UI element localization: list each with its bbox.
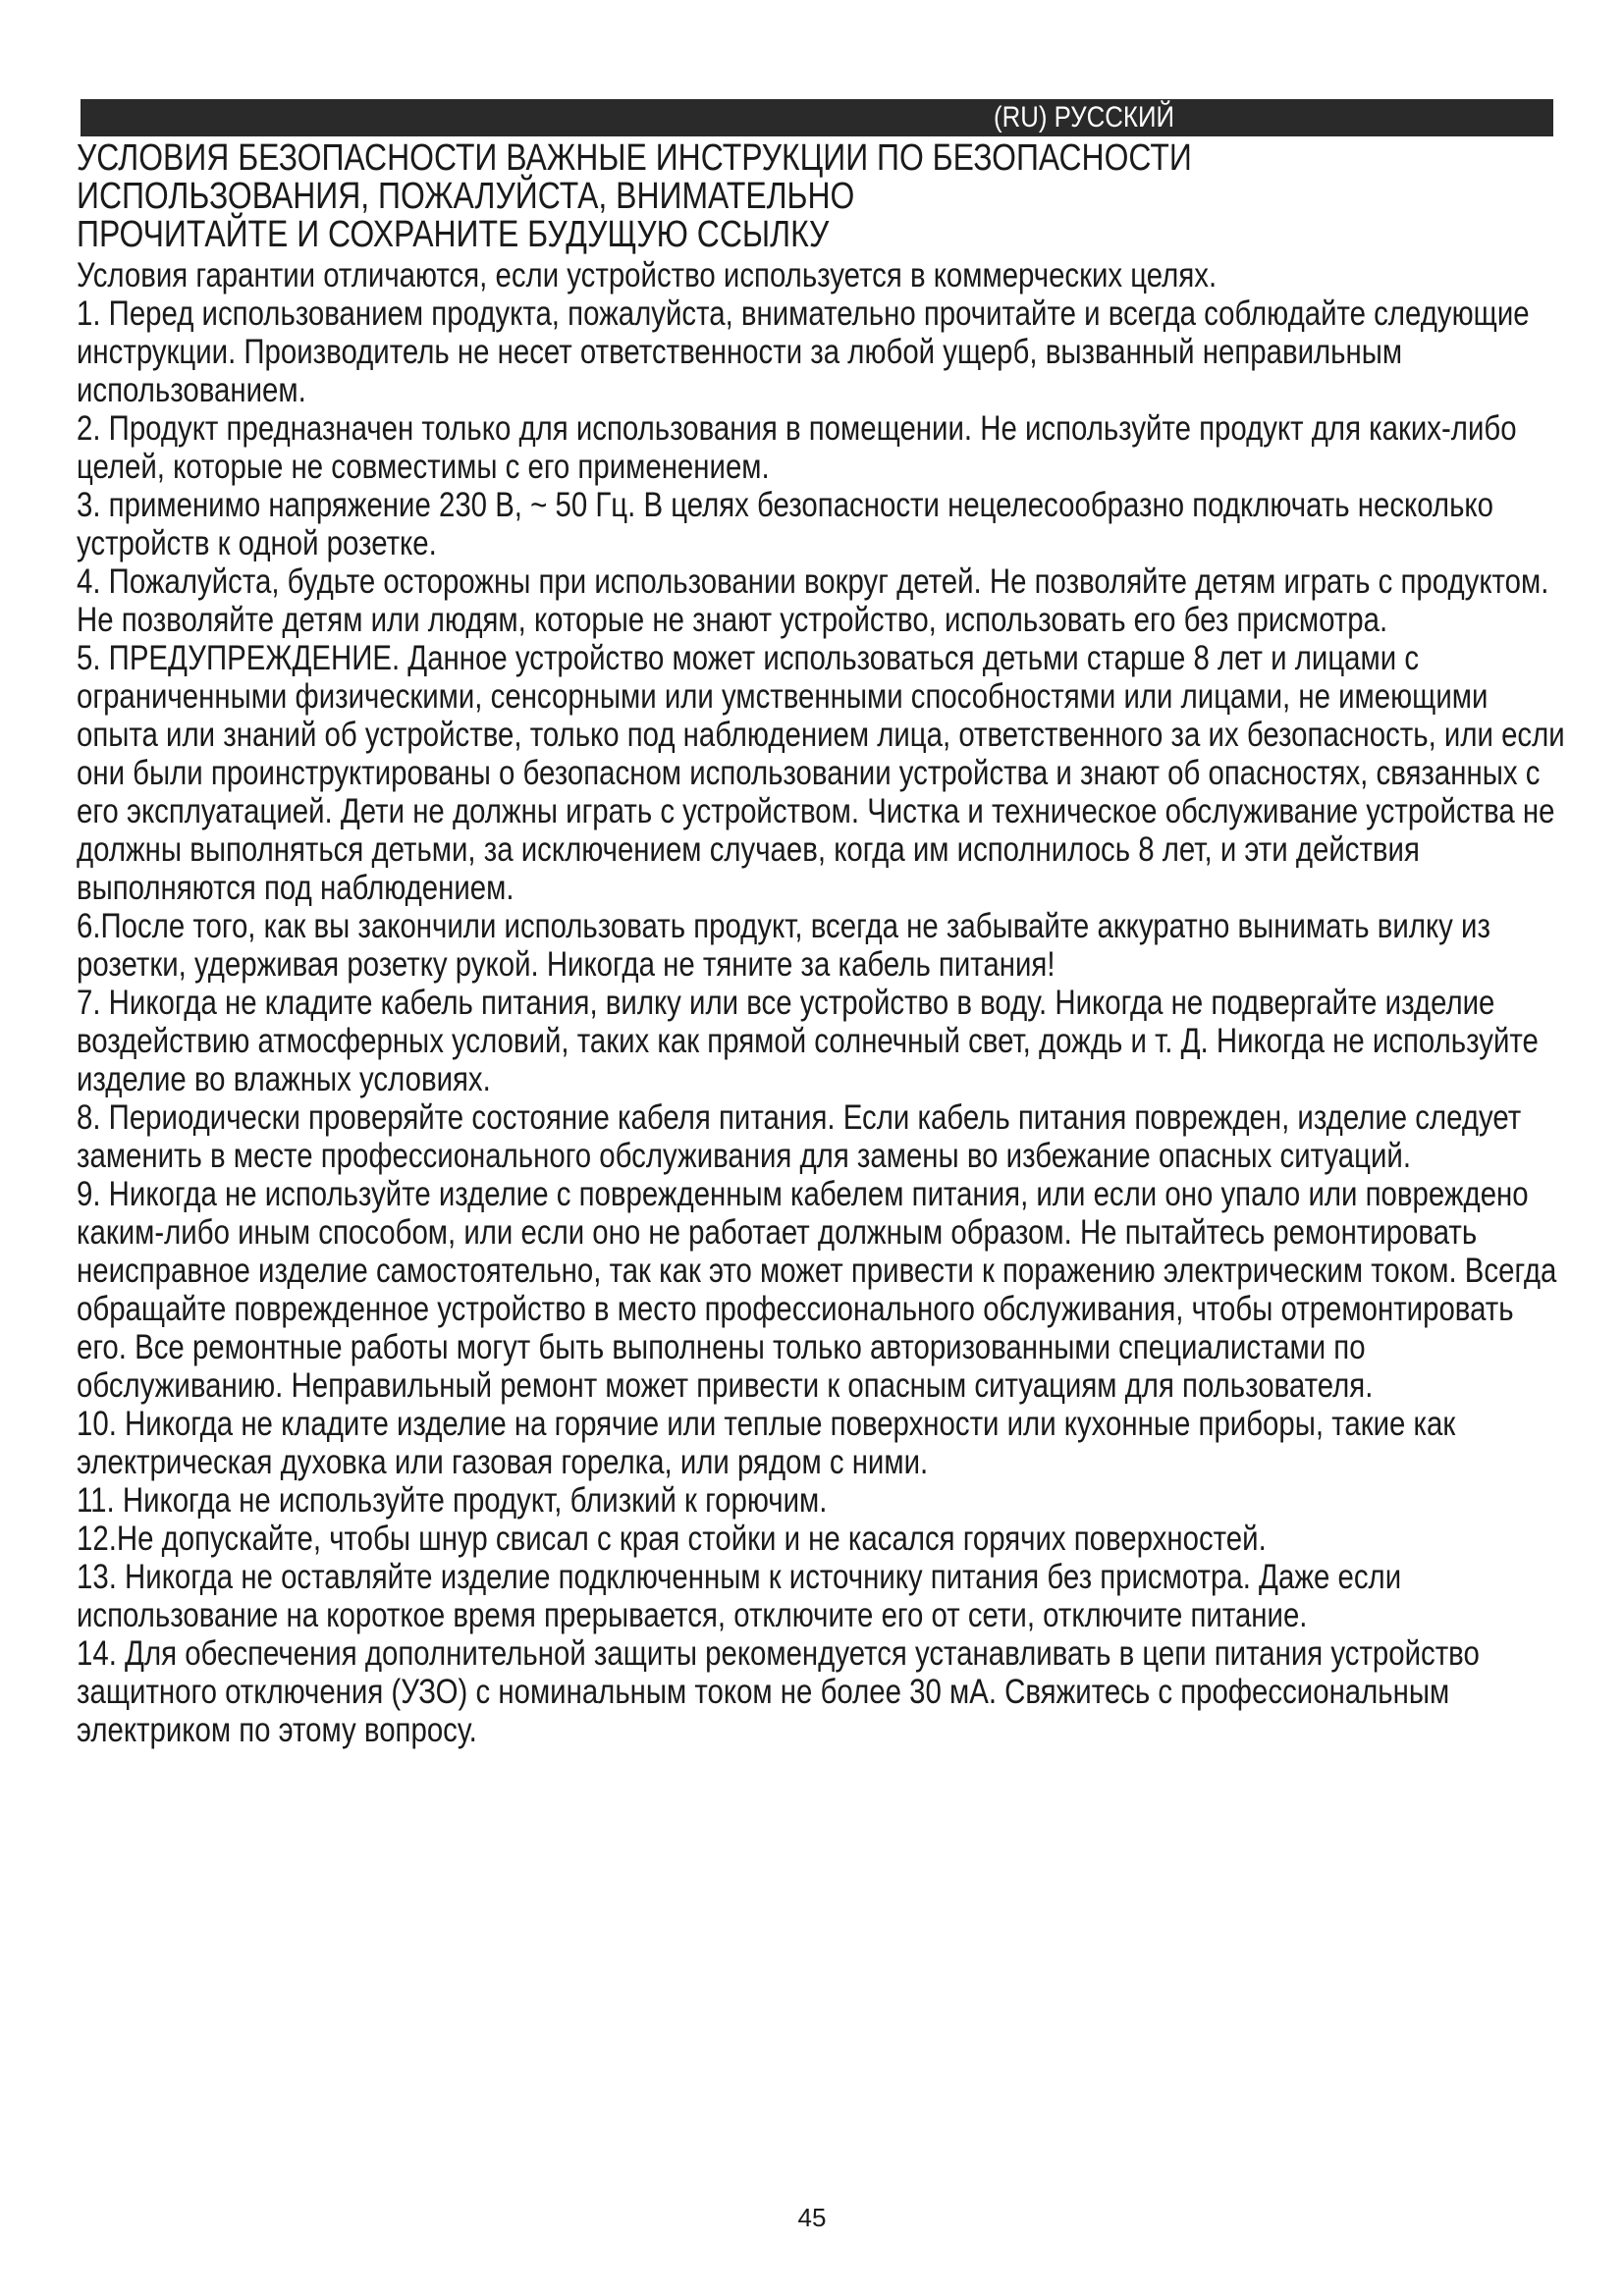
document-title	[77, 139, 1568, 254]
title-line: ПРОЧИТАЙТЕ И СОХРАНИТЕ БУДУЩУЮ ССЫЛКУ	[77, 214, 830, 255]
instruction-7: 7. Никогда не кладите кабель питания, вилку или все устройство в воду. Никогда не подвергайте изделие воздействию атмосферных условий, таких как прямой солнечный свет, дождь и т. Д. Никогда не используйте изделие во влажных условиях.	[77, 984, 1539, 1098]
document-content	[77, 139, 1568, 1749]
instruction-3: 3. применимо напряжение 230 В, ~ 50 Гц. В целях безопасности нецелесообразно подключать несколько устройств к одной розетке.	[77, 486, 1493, 562]
language-label: (RU) РУССКИЙ	[994, 101, 1175, 133]
instruction-8: 8. Периодически проверяйте состояние кабеля питания. Если кабель питания поврежден, изделие следует заменить в месте профессионального обслуживания для замены во избежание опасных ситуаций.	[77, 1098, 1522, 1175]
instruction-1: 1. Перед использованием продукта, пожалуйста, внимательно прочитайте и всегда соблюдайте следующие инструкции. Производитель не несет ответственности за любой ущерб, вызванный неправильным использованием.	[77, 294, 1530, 409]
instruction-11: 11. Никогда не используйте продукт, близкий к горючим.	[77, 1481, 828, 1520]
warranty-note: Условия гарантии отличаются, если устройство используется в коммерческих целях.	[77, 256, 1218, 294]
language-header-bar	[81, 99, 1553, 136]
instruction-4: 4. Пожалуйста, будьте осторожны при использовании вокруг детей. Не позволяйте детям играть с продуктом. Не позволяйте детям или людям, которые не знают устройство, использовать его без присмотра.	[77, 562, 1549, 639]
instruction-10: 10. Никогда не кладите изделие на горячие или теплые поверхности или кухонные приборы, такие как электрическая духовка или газовая горелка, или рядом с ними.	[77, 1405, 1456, 1481]
safety-instructions	[77, 256, 1568, 1749]
page-number: 45	[797, 2203, 827, 2232]
title-line: УСЛОВИЯ БЕЗОПАСНОСТИ ВАЖНЫЕ ИНСТРУКЦИИ ПО БЕЗОПАСНОСТИ	[77, 137, 1192, 179]
instruction-13: 13. Никогда не оставляйте изделие подключенным к источнику питания без присмотра. Даже если использование на короткое время прерывается, отключите его от сети, отключите питание.	[77, 1558, 1402, 1634]
title-line: ИСПОЛЬЗОВАНИЯ, ПОЖАЛУЙСТА, ВНИМАТЕЛЬНО	[77, 176, 855, 217]
instruction-6: 6.После того, как вы закончили использовать продукт, всегда не забывайте аккуратно вынимать вилку из розетки, удерживая розетку рукой. Никогда не тяните за кабель питания!	[77, 907, 1490, 984]
instruction-14: 14. Для обеспечения дополнительной защиты рекомендуется устанавливать в цепи питания устройство защитного отключения (УЗО) с номинальным током не более 30 мА. Свяжитесь с профессиональным электриком по этому вопросу.	[77, 1634, 1480, 1749]
instruction-5: 5. ПРЕДУПРЕЖДЕНИЕ. Данное устройство может использоваться детьми старше 8 лет и лицами с ограниченными физическими, сенсорными или умственными способностями или лицами, не имеющими опыта или знаний об устройстве, только под наблюдением лица, ответственного за их безопасность, или если они были проинструктированы о безопасном использовании устройства и знают об опасностях, связанных с его эксплуатацией. Дети не должны играть с устройством. Чистка и техническое обслуживание устройства не должны выполняться детьми, за исключением случаев, когда им исполнилось 8 лет, и эти действия выполняются под наблюдением.	[77, 639, 1565, 907]
instruction-9: 9. Никогда не используйте изделие с поврежденным кабелем питания, или если оно упало или повреждено каким-либо иным способом, или если оно не работает должным образом. Не пытайтесь ремонтировать неисправное изделие самостоятельно, так как это может привести к поражению электрическим током. Всегда обращайте поврежденное устройство в место профессионального обслуживания, чтобы отремонтировать его. Все ремонтные работы могут быть выполнены только авторизованными специалистами по обслуживанию. Неправильный ремонт может привести к опасным ситуациям для пользователя.	[77, 1175, 1557, 1405]
instruction-2: 2. Продукт предназначен только для использования в помещении. Не используйте продукт для каких-либо целей, которые не совместимы с его применением.	[77, 409, 1517, 486]
instruction-12: 12.Не допускайте, чтобы шнур свисал с края стойки и не касался горячих поверхностей.	[77, 1520, 1267, 1558]
